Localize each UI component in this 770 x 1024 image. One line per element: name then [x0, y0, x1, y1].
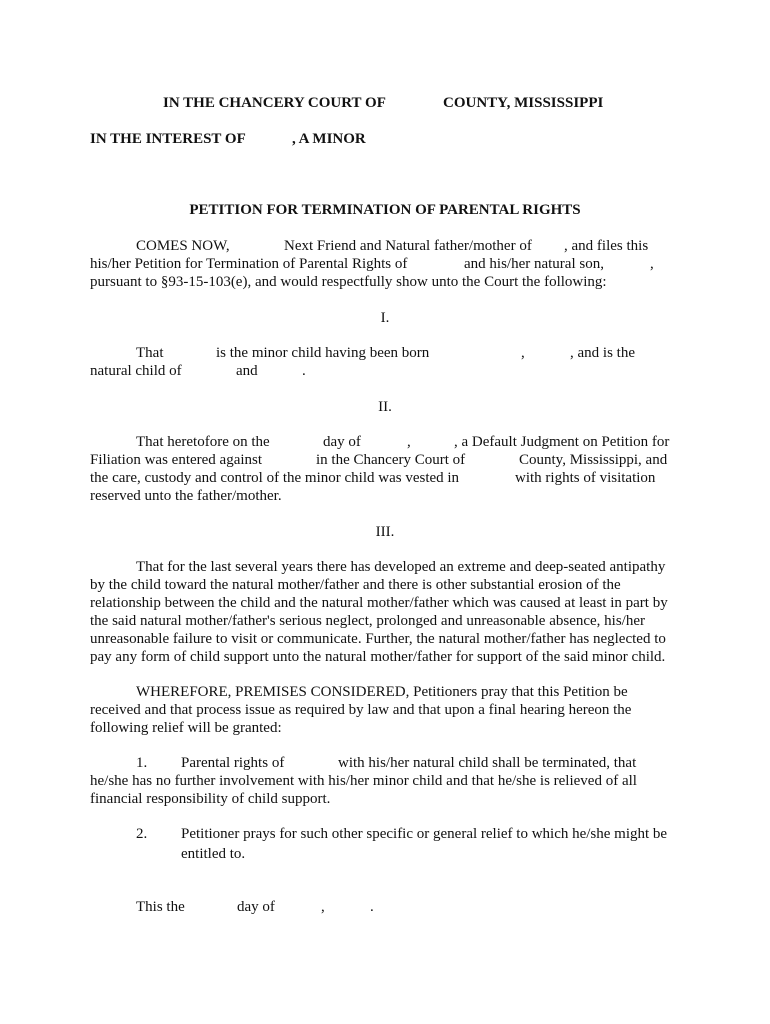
section3-line: the said natural mother/father's serious neglect, prolonged and unreasonable absence, his/her: [90, 613, 646, 629]
section-3-heading: III.: [375, 524, 395, 540]
closing-d: .: [370, 899, 374, 915]
section2-line3-b: with rights of visitation: [515, 470, 656, 486]
section1-line2-a: natural child of: [90, 363, 182, 379]
section1-line2-c: .: [302, 363, 306, 379]
wherefore-line: following relief will be granted:: [90, 720, 282, 736]
section-2-heading: II.: [378, 399, 392, 415]
wherefore-line: WHEREFORE, PREMISES CONSIDERED, Petitioners pray that this Petition be: [136, 684, 628, 700]
section2-line2-c: County, Mississippi, and: [519, 452, 668, 468]
section2-line1-b: day of: [323, 434, 361, 450]
section-1-heading: I.: [380, 310, 390, 326]
intro-line2-c: ,: [650, 256, 654, 272]
closing-b: day of: [237, 899, 275, 915]
section2-line1-c: ,: [407, 434, 411, 450]
section2-line4: reserved unto the father/mother.: [90, 488, 282, 504]
interest-heading-right: , A MINOR: [292, 131, 366, 147]
section2-line2-b: in the Chancery Court of: [316, 452, 466, 468]
relief-2-line1: Petitioner prays for such other specific or general relief to which he/she might be: [181, 826, 668, 842]
intro-line1-b: Next Friend and Natural father/mother of: [284, 238, 532, 254]
section3-line: relationship between the child and the natural mother/father which was caused at least in part by: [90, 595, 668, 611]
closing-c: ,: [321, 899, 325, 915]
closing-a: This the: [136, 899, 185, 915]
relief-1-line3: financial responsibility of child support.: [90, 791, 331, 807]
section1-line1-d: , and is the: [570, 345, 635, 361]
section2-line2-a: Filiation was entered against: [90, 452, 263, 468]
section3-line: unreasonable failure to visit or communicate. Further, the natural mother/father has neglected to: [90, 631, 666, 647]
section3-line: That for the last several years there has developed an extreme and deep-seated antipathy: [136, 559, 666, 575]
section1-line2-b: and: [236, 363, 258, 379]
section1-line1-a: That: [136, 345, 164, 361]
interest-heading-left: IN THE INTEREST OF: [90, 131, 246, 147]
intro-line2-b: and his/her natural son,: [464, 256, 604, 272]
relief-2-line2: entitled to.: [181, 846, 246, 862]
section1-line1-b: is the minor child having been born: [216, 345, 430, 361]
relief-1-number: 1.: [136, 755, 148, 771]
relief-1-line1-a: Parental rights of: [181, 755, 285, 771]
court-heading-right: COUNTY, MISSISSIPPI: [443, 95, 604, 111]
intro-line1-c: , and files this: [564, 238, 649, 254]
relief-1-line2: he/she has no further involvement with his/her minor child and that he/she is relieved of all: [90, 773, 637, 789]
section3-line: by the child toward the natural mother/father and there is other substantial erosion of the: [90, 577, 621, 593]
intro-line1-a: COMES NOW,: [136, 238, 230, 254]
section2-line3-a: the care, custody and control of the minor child was vested in: [90, 470, 460, 486]
relief-1-line1-b: with his/her natural child shall be terminated, that: [338, 755, 637, 771]
section1-line1-c: ,: [521, 345, 525, 361]
document-title: PETITION FOR TERMINATION OF PARENTAL RIGHTS: [189, 202, 581, 218]
section3-line: pay any form of child support unto the natural mother/father for support of the said minor child.: [90, 649, 666, 665]
intro-line2-a: his/her Petition for Termination of Parental Rights of: [90, 256, 408, 272]
relief-2-number: 2.: [136, 826, 148, 842]
section2-line1-a: That heretofore on the: [136, 434, 270, 450]
court-heading-left: IN THE CHANCERY COURT OF: [163, 95, 386, 111]
section2-line1-d: , a Default Judgment on Petition for: [454, 434, 670, 450]
intro-line3: pursuant to §93-15-103(e), and would respectfully show unto the Court the following:: [90, 274, 607, 290]
wherefore-line: received and that process issue as required by law and that upon a final hearing hereon the: [90, 702, 632, 718]
